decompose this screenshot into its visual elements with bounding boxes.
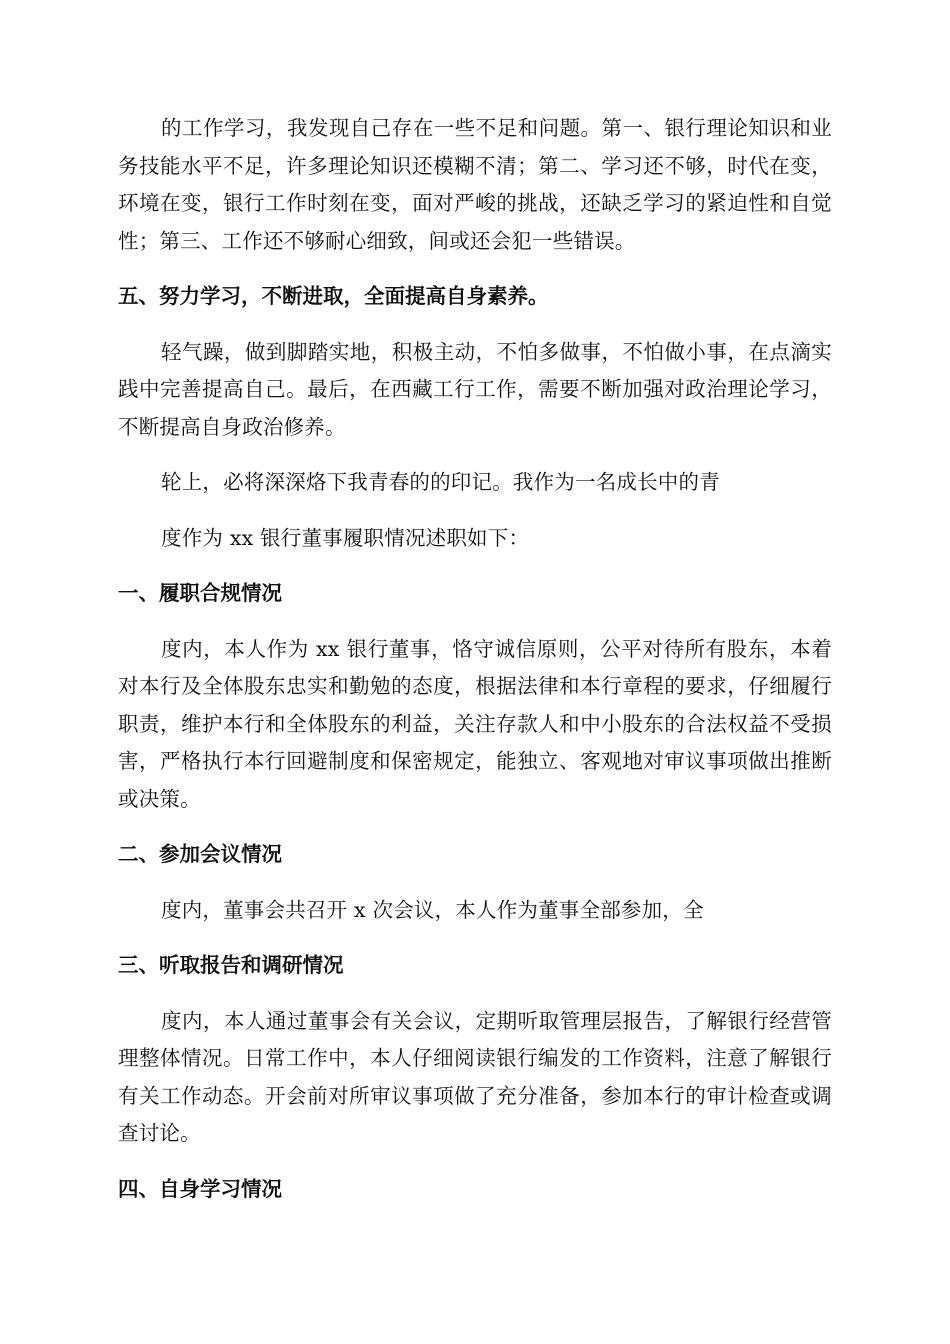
heading-section-two: 二、参加会议情况 — [118, 842, 282, 866]
paragraph-youth: 轮上，必将深深烙下我青春的的印记。我作为一名成长中的青 — [161, 470, 720, 494]
paragraph-practice: 轻气躁，做到脚踏实地，积极主动，不怕多做事，不怕做小事，在点滴实践中完善提高自己。最后，在西藏工行工作，需要不断加强对政治理论学习，不断提高自身政治修养。 — [118, 339, 832, 439]
paragraph-shortcomings: 的工作学习，我发现自己存在一些不足和问题。第一、银行理论知识和业务技能水平不足，许多理论知识还模糊不清；第二、学习还不够，时代在变，环境在变，银行工作时刻在变，面对严峻的挑战，还缺乏学习的紧迫性和自觉性；第三、工作还不够耐心细致，间或还会犯一些错误。 — [118, 116, 832, 253]
heading-section-five: 五、努力学习，不断进取，全面提高自身素养。 — [118, 284, 549, 308]
heading-section-four: 四、自身学习情况 — [118, 1176, 282, 1201]
paragraph-compliance: 度内，本人作为 xx 银行董事，恪守诚信原则，公平对待所有股东，本着对本行及全体股东忠实和勤勉的态度，根据法律和本行章程的要求，仔细履行职责，维护本行和全体股东的利益，关注存款人和中小股东的合法权益不受损害，严格执行本行回避制度和保密规定，能独立、客观地对审议事项做出推断或决策。 — [118, 636, 832, 811]
heading-section-three: 三、听取报告和调研情况 — [118, 953, 344, 977]
paragraph-report-intro: 度作为 xx 银行董事履职情况述职如下： — [161, 525, 530, 550]
heading-section-one: 一、履职合规情况 — [118, 581, 282, 605]
document-body — [118, 110, 832, 1208]
paragraph-meetings: 度内，董事会共召开 x 次会议，本人作为董事全部参加，全 — [161, 897, 704, 922]
paragraph-reports-research: 度内，本人通过董事会有关会议，定期听取管理层报告，了解银行经营管理整体情况。日常工作中，本人仔细阅读银行编发的工作资料，注意了解银行有关工作动态。开会前对所审议事项做了充分准备，参加本行的审计检查或调查讨论。 — [118, 1008, 832, 1145]
